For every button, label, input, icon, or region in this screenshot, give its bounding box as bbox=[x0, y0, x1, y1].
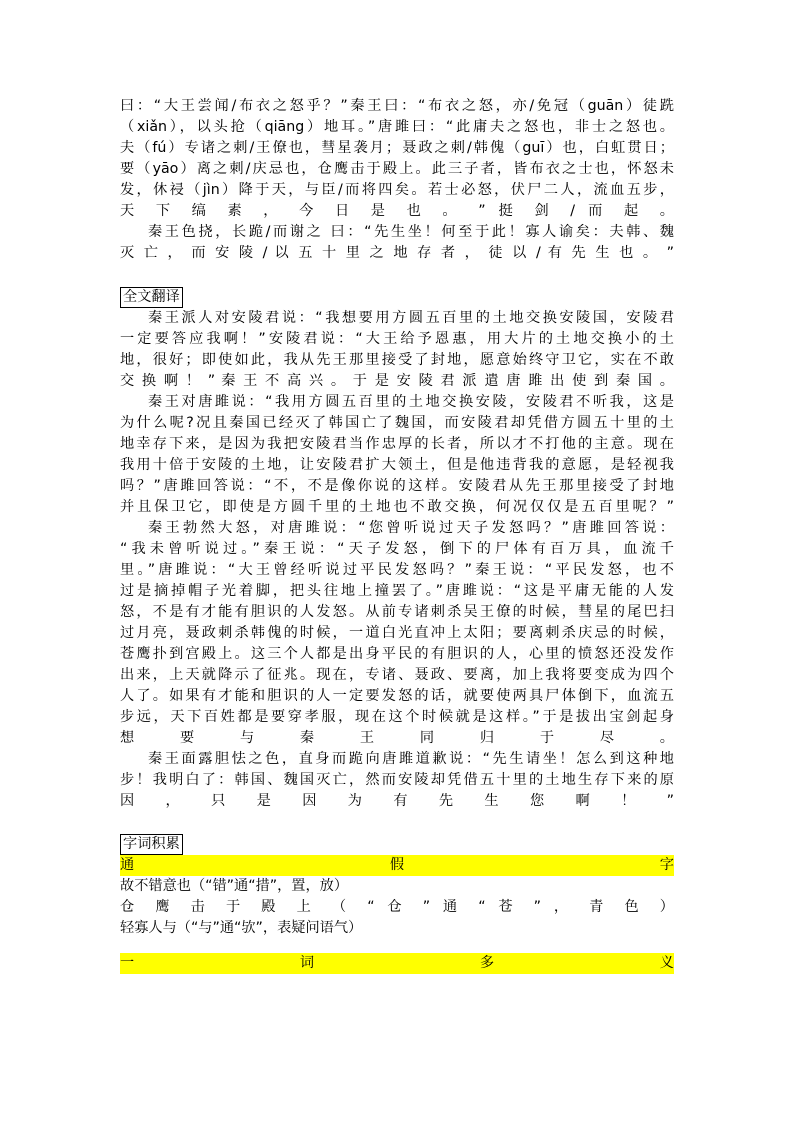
original-text-section bbox=[120, 96, 674, 264]
translation-line: 吗？”唐雎回答说：“不，不是像你说的这样。安陵君从先王那里接受了封地 bbox=[120, 478, 674, 494]
translation-line: 出来，上天就降示了征兆。现在，专诸、聂政、要离，加上我将要变成为四个 bbox=[120, 667, 674, 683]
translation-line: 我用十倍于安陵的土地，让安陵君扩大领土，但是他违背我的意愿，是轻视我 bbox=[120, 457, 674, 473]
original-line: 发，休祲（jìn）降于天，与臣/而将四矣。若士必怒，伏尸二人，流血五步， bbox=[120, 182, 674, 198]
yiduoyi-title: 一 词 多 义 bbox=[120, 953, 674, 974]
tongjia-title: 通 假 字 bbox=[120, 855, 674, 876]
tongjia-item: 故不错意也（“错”通“措”，置，放） bbox=[120, 878, 349, 894]
original-line: 秦王色挠，长跪/而谢之 曰：“先生坐！何至于此！寡人谕矣：夫韩、魏 bbox=[148, 224, 674, 240]
translation-line: 过月亮，聂政刺杀韩傀的时候，一道白光直冲上太阳；要离刺杀庆忌的时候， bbox=[120, 625, 674, 641]
translation-line: 苍鹰扑到宫殿上。这三个人都是出身平民的有胆识的人，心里的愤怒还没发作 bbox=[120, 646, 674, 662]
vocab-heading-row bbox=[120, 834, 674, 855]
translation-line: 里。”唐雎说：“大王曾经听说过平民发怒吗？”秦王说：“平民发怒，也不 bbox=[120, 562, 674, 578]
translation-line: 步远，天下百姓都是要穿孝服，现在这个时候就是这样。”于是拔出宝剑起身 bbox=[120, 709, 674, 725]
translation-line: 秦王对唐雎说：“我用方圆五百里的土地交换安陵，安陵君不听我，这是 bbox=[148, 394, 674, 410]
translation-line: 人了。如果有才能和胆识的人一定要发怒的话，就要使两具尸体倒下，血流五 bbox=[120, 688, 674, 704]
original-line: 曰：“大王尝闻/布衣之怒乎？”秦王曰：“布衣之怒，亦/免冠（guān）徒跣 bbox=[120, 98, 674, 114]
original-line: 夫（fú）专诸之刺/王僚也，彗星袭月；聂政之刺/韩傀（guī）也，白虹贯日； bbox=[120, 140, 674, 156]
translation-line: “我未曾听说过。”秦王说：“天子发怒，倒下的尸体有百万具，血流千 bbox=[120, 541, 674, 557]
translation-line: 过是摘掉帽子光着脚，把头往地上撞罢了。”唐雎说：“这是平庸无能的人发 bbox=[120, 583, 674, 599]
tongjia-item: 仓 鹰 击 于 殿 上 （ “ 仓 ” 通 “ 苍 ” ， 青 色 ） bbox=[120, 899, 674, 915]
translation-line: 秦王勃然大怒，对唐雎说：“您曾听说过天子发怒吗？”唐雎回答说： bbox=[148, 520, 674, 536]
original-line: 要（yāo）离之刺/庆忌也，仓鹰击于殿上。此三子者，皆布衣之士也，怀怒未 bbox=[120, 161, 674, 177]
original-line: （xiǎn），以头抢（qiāng）地耳。”唐雎曰：“此庸夫之怒也，非士之怒也。 bbox=[120, 119, 674, 135]
translation-line: 因 ， 只 是 因 为 有 先 生 您 啊 ！ ” bbox=[120, 793, 674, 809]
translation-line: 一定要答应我啊！”安陵君说：“大王给予恩惠，用大片的土地交换小的土 bbox=[120, 331, 674, 347]
original-line: 灭 亡 ， 而 安 陵 / 以 五 十 里 之 地 存 者 ， 徒 以 / 有 先 生 也 。 ” bbox=[120, 245, 674, 261]
vocab-heading: 字词积累 bbox=[120, 834, 183, 855]
translation-line: 怒，不是有才能有胆识的人发怒。从前专诸刺杀吴王僚的时候，彗星的尾巴扫 bbox=[120, 604, 674, 620]
translation-line: 交 换 啊 ！ ” 秦 王 不 高 兴 。 于 是 安 陵 君 派 遣 唐 雎 出 使 到 秦 国 。 bbox=[120, 373, 674, 389]
translation-line: 秦王派人对安陵君说：“我想要用方圆五百里的土地交换安陵国，安陵君 bbox=[148, 310, 674, 326]
tongjia-item: 轻寡人与（“与”通“欤”，表疑问语气） bbox=[120, 920, 363, 936]
document-body bbox=[120, 96, 674, 974]
translation-line: 并且保卫它，即使是方圆千里的土地也不敢交换，何况仅仅是五百里呢？” bbox=[120, 499, 674, 515]
translation-heading: 全文翻译 bbox=[120, 287, 183, 308]
translation-section bbox=[120, 308, 674, 812]
translation-heading-row bbox=[120, 287, 674, 308]
translation-line: 地幸存下来，是因为我把安陵君当作忠厚的长者，所以才不打他的主意。现在 bbox=[120, 436, 674, 452]
translation-line: 步！我明白了：韩国、魏国灭亡，然而安陵却凭借五十里的土地生存下来的原 bbox=[120, 772, 674, 788]
translation-line: 想 要 与 秦 王 同 归 于 尽 。 bbox=[120, 730, 674, 746]
translation-line: 秦王面露胆怯之色，直身而跪向唐雎道歉说：“先生请坐！怎么到这种地 bbox=[148, 751, 674, 767]
translation-line: 地，很好；即使如此，我从先王那里接受了封地，愿意始终守卫它，实在不敢 bbox=[120, 352, 674, 368]
translation-line: 为什么呢?况且秦国已经灭了韩国亡了魏国，而安陵君却凭借方圆五十里的土 bbox=[120, 415, 674, 431]
original-line: 天 下 缟 素 ， 今 日 是 也 。 ” 挺 剑 / 而 起 。 bbox=[120, 203, 674, 219]
